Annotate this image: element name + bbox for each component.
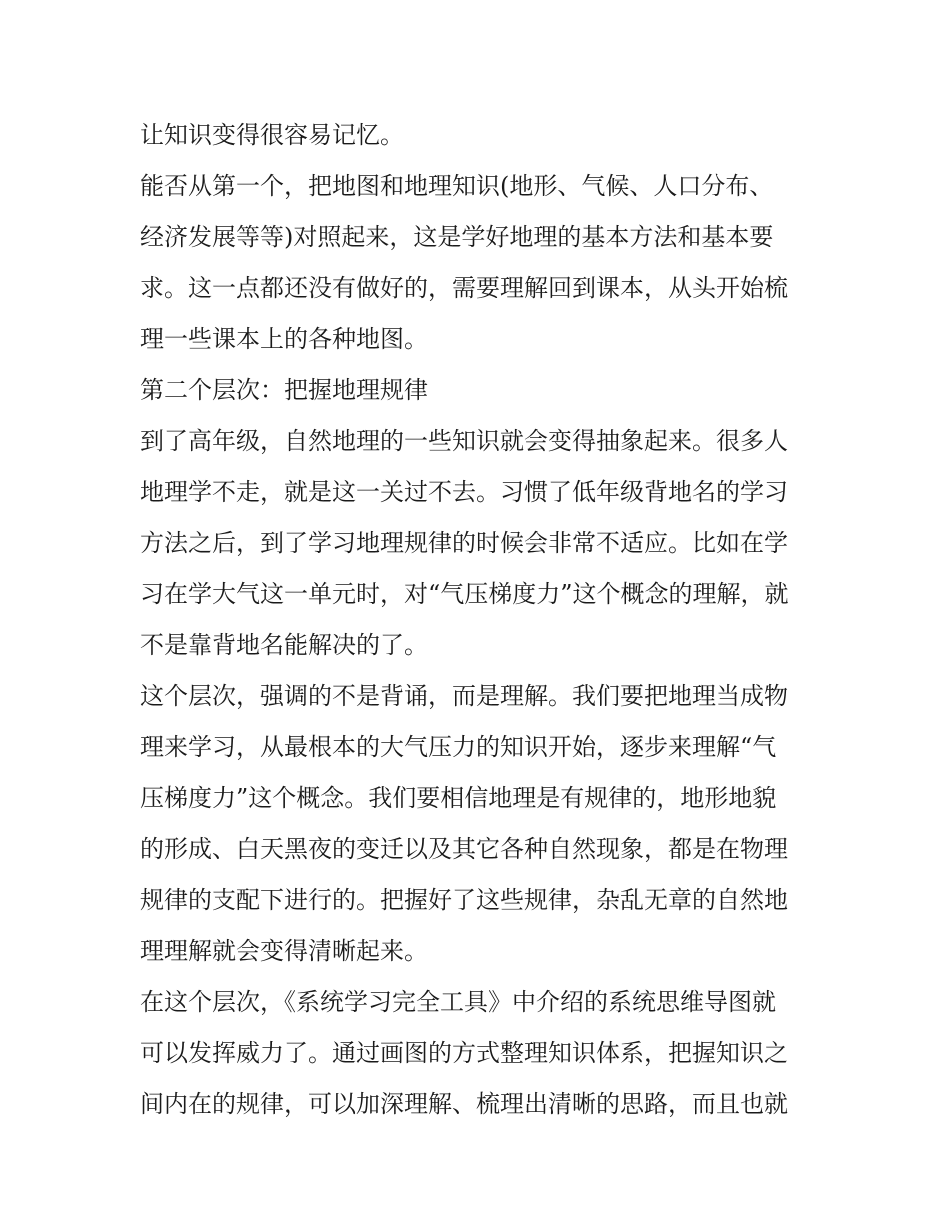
text-line: 让知识变得很容易记忆。 [140,121,404,149]
text-line: 习在学大气这一单元时，对“气压梯度力”这个概念的理解，就 [140,580,789,608]
text-line: 间内在的规律，可以加深理解、梳理出清晰的思路，而且也就 [140,1090,788,1118]
text-line: 压梯度力”这个概念。我们要相信地理是有规律的，地形地貌 [140,784,777,812]
text-line: 求。这一点都还没有做好的，需要理解回到课本，从头开始梳 [140,274,788,302]
text-line: 在这个层次，《系统学习完全工具》中介绍的系统思维导图就 [140,988,776,1016]
text-line: 经济发展等等)对照起来，这是学好地理的基本方法和基本要 [140,223,774,251]
text-line: 这个层次，强调的不是背诵，而是理解。我们要把地理当成物 [140,682,788,710]
text-line: 理一些课本上的各种地图。 [140,325,428,353]
text-line: 到了高年级，自然地理的一些知识就会变得抽象起来。很多人 [140,427,788,455]
text-line: 不是靠背地名能解决的了。 [140,631,428,659]
text-line: 可以发挥威力了。通过画图的方式整理知识体系，把握知识之 [140,1039,788,1067]
text-line: 地理学不走，就是这一关过不去。习惯了低年级背地名的学习 [140,478,788,506]
text-line: 的形成、白天黑夜的变迁以及其它各种自然现象，都是在物理 [140,835,788,863]
text-line: 理理解就会变得清晰起来。 [140,937,428,965]
document-body [140,110,820,1130]
text-line: 方法之后，到了学习地理规律的时候会非常不适应。比如在学 [140,529,788,557]
section-heading: 第二个层次：把握地理规律 [140,376,428,404]
text-line: 规律的支配下进行的。把握好了这些规律，杂乱无章的自然地 [140,886,788,914]
text-line: 理来学习，从最根本的大气压力的知识开始，逐步来理解“气 [140,733,777,761]
text-line: 能否从第一个，把地图和地理知识(地形、气候、人口分布、 [140,172,774,200]
